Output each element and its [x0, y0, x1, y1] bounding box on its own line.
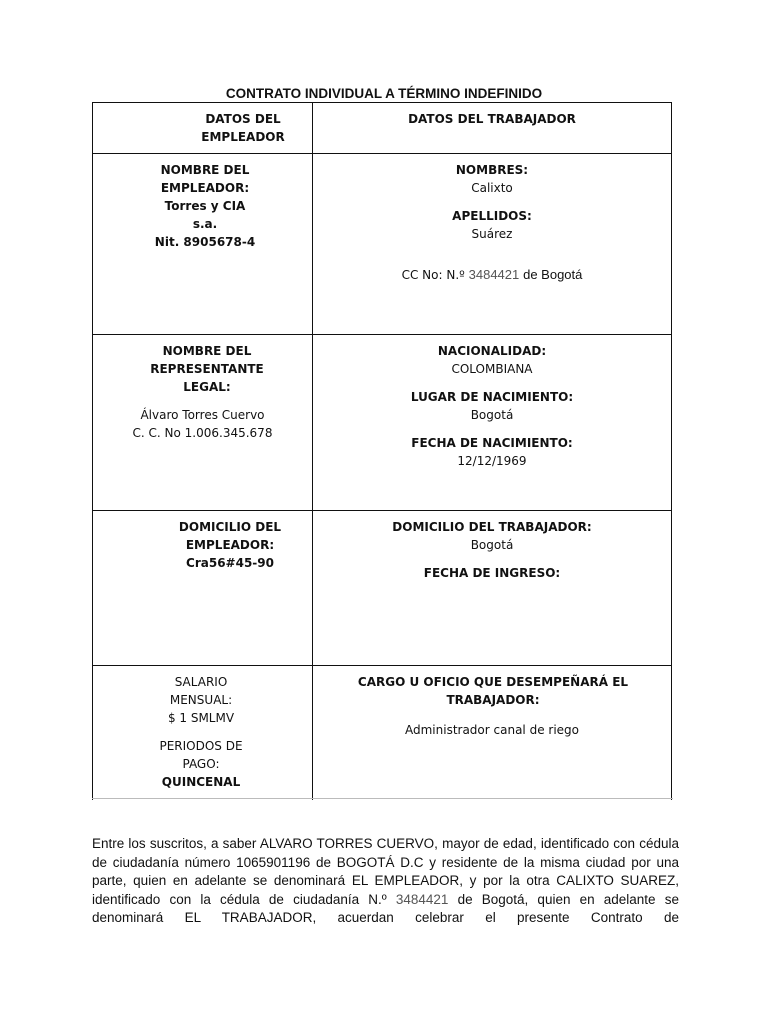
salary-row	[93, 666, 672, 800]
pay-periods-label: PERIODOS DE PAGO:	[159, 739, 243, 771]
employer-name-value: Torres y CIA s.a.	[164, 199, 246, 231]
worker-address-block	[313, 511, 671, 582]
identity-row	[93, 154, 672, 335]
header-row	[93, 103, 672, 154]
address-row	[93, 511, 672, 666]
worker-birth-block	[313, 335, 671, 470]
nationality-value: COLOMBIANA	[451, 362, 533, 376]
worker-surnames-label: APELLIDOS:	[452, 209, 532, 223]
header-worker: DATOS DEL TRABAJADOR	[408, 112, 576, 126]
worker-address-label: DOMICILIO DEL TRABAJADOR:	[392, 520, 592, 534]
worker-cc-prefix: CC No: N.º	[401, 268, 465, 282]
paragraph-text-1: Entre los suscritos, a saber ALVARO TORRES CUERVO, mayor de edad, identificado con cédula de ciudadanía número 1065901196 de BOGOTÁ D.C y residente de la misma ciudad por una parte, quien en adelante se denominará EL EMPLEADOR, y por la otra CALIXTO SUAREZ, identificado con la cédula de ciudadanía N.º	[92, 836, 679, 907]
worker-names-value: Calixto	[471, 181, 513, 195]
worker-cc-line	[313, 266, 671, 284]
birthplace-value: Bogotá	[470, 408, 514, 422]
pay-periods-value: QUINCENAL	[161, 775, 241, 789]
position-block	[313, 666, 671, 739]
table-bottom-rule	[92, 798, 673, 799]
worker-address-value: Bogotá	[470, 538, 514, 552]
document-title: CONTRATO INDIVIDUAL A TÉRMINO INDEFINIDO	[225, 86, 543, 101]
employer-name-cell	[93, 154, 313, 335]
worker-surnames-value: Suárez	[471, 227, 513, 241]
header-employer-cell	[93, 103, 313, 154]
worker-birth-cell	[313, 335, 672, 511]
worker-cc-number: 3484421	[468, 267, 520, 282]
employer-address-block	[175, 511, 285, 572]
header-employer: DATOS DEL EMPLEADOR	[201, 112, 285, 144]
worker-cc-suffix: de Bogotá	[523, 267, 583, 282]
employer-name-label: NOMBRE DEL EMPLEADOR:	[160, 163, 250, 195]
representative-row	[93, 335, 672, 511]
salary-block	[155, 666, 247, 791]
birthdate-label: FECHA DE NACIMIENTO:	[411, 436, 573, 450]
representative-cell	[93, 335, 313, 511]
employer-address-label: DOMICILIO DEL EMPLEADOR:	[178, 520, 282, 552]
employer-address-cell	[93, 511, 313, 666]
worker-names-label: NOMBRES:	[455, 163, 529, 177]
salary-value: $ 1 SMLMV	[167, 711, 235, 725]
worker-identity-block	[313, 154, 671, 284]
contract-data-table	[92, 102, 672, 800]
employer-address-value: Cra56#45-90	[186, 556, 274, 570]
salary-label: SALARIO MENSUAL:	[169, 675, 233, 707]
worker-address-cell	[313, 511, 672, 666]
position-value: Administrador canal de riego	[404, 723, 579, 737]
birthdate-value: 12/12/1969	[457, 454, 527, 468]
employer-name-block	[153, 154, 257, 251]
representative-block	[93, 335, 312, 442]
header-worker-cell	[313, 103, 672, 154]
nationality-label: NACIONALIDAD:	[437, 344, 547, 358]
employer-nit: Nit. 8905678-4	[154, 235, 256, 249]
salary-cell	[93, 666, 313, 800]
representative-id: C. C. No 1.006.345.678	[132, 426, 273, 440]
paragraph-id-number: 3484421	[395, 891, 449, 907]
position-label: CARGO U OFICIO QUE DESEMPEÑARÁ EL TRABAJADOR:	[357, 675, 629, 707]
birthplace-label: LUGAR DE NACIMIENTO:	[410, 390, 574, 404]
position-cell	[313, 666, 672, 800]
representative-name: Álvaro Torres Cuervo	[140, 408, 265, 422]
start-date-label: FECHA DE INGRESO:	[423, 566, 561, 580]
worker-identity-cell	[313, 154, 672, 335]
paragraph-text-2: de Bogotá, quien en adelante se denominará EL TRABAJADOR, acuerdan celebrar el presente Contrato de	[92, 891, 679, 925]
contract-paragraph	[92, 835, 679, 928]
representative-label: NOMBRE DEL REPRESENTANTE LEGAL:	[150, 344, 264, 394]
